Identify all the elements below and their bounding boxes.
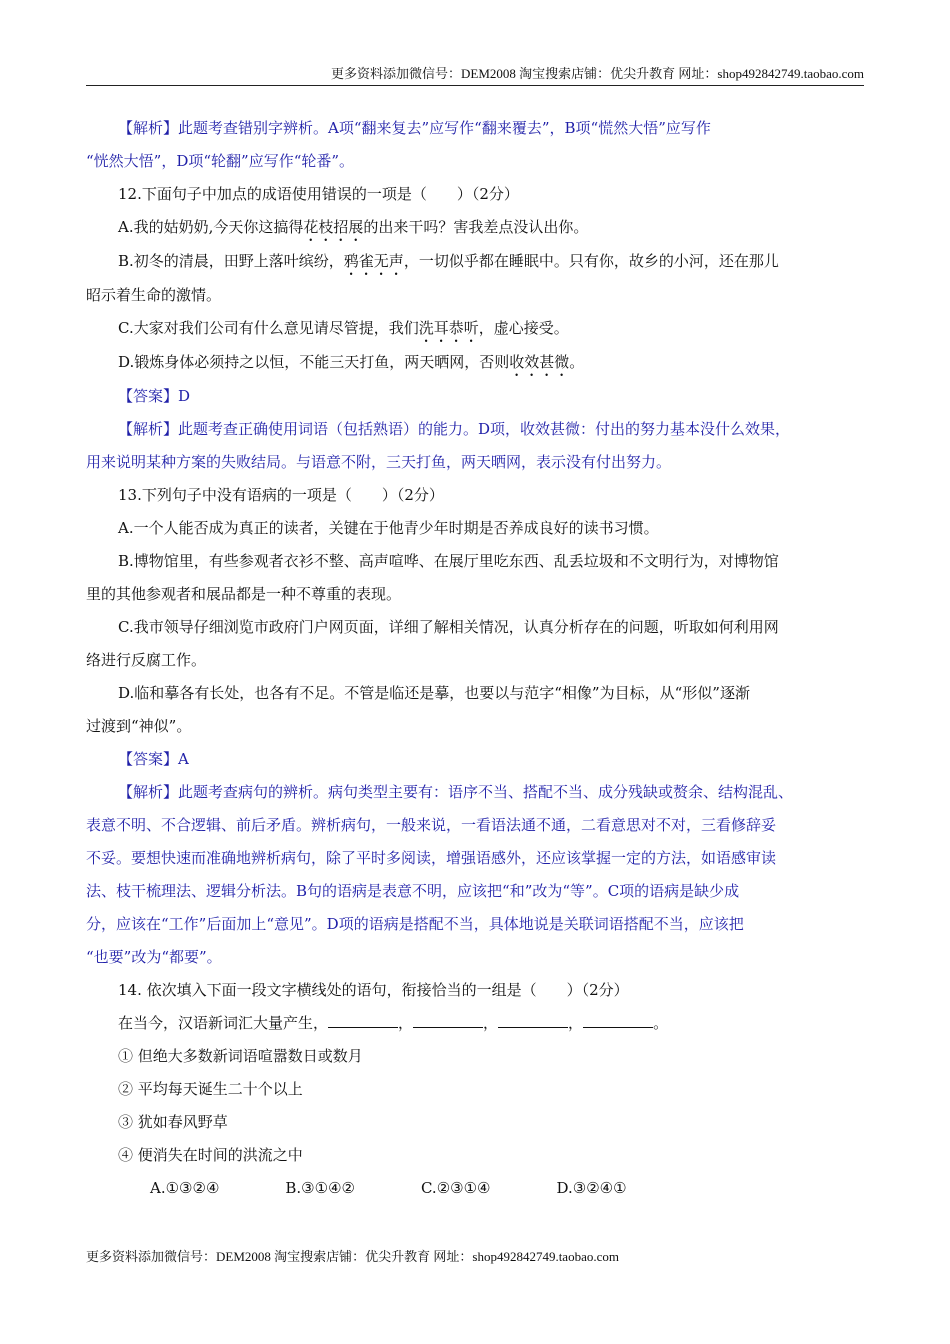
q13-analysis-line-1: 【解析】此题考查病句的辨析。病句类型主要有：语序不当、搭配不当、成分残缺或赘余、结构混乱、	[118, 783, 794, 801]
fill-blank-2	[413, 1013, 483, 1028]
fill-blank-1	[328, 1013, 398, 1028]
q11-analysis-line-1: 【解析】此题考查错别字辨析。A项“翻来复去”应写作“翻来覆去”，B项“慌然大悟”应写作	[118, 119, 711, 137]
q13-option-a: A.一个人能否成为真正的读者，关键在于他青少年时期是否养成良好的读书习惯。	[118, 519, 659, 537]
q12-analysis-line-2: 用来说明某种方案的失败结局。与语意不附，三天打鱼，两天晒网，表示没有付出努力。	[86, 453, 672, 471]
q13-option-c-cont: 络进行反腐工作。	[86, 651, 207, 669]
page-header: 更多资料添加微信号：DEM2008 淘宝搜索店铺：优尖升教育 网址：shop492842749.taobao.com	[331, 66, 864, 81]
q12-answer: 【答案】D	[118, 387, 191, 405]
dotted-idiom: 洗耳恭听	[418, 319, 479, 337]
q13-answer: 【答案】A	[118, 750, 189, 768]
fill-blank-4	[583, 1013, 653, 1028]
q13-analysis-line-6: “也要”改为“都要”。	[86, 948, 222, 966]
q12-analysis-line-1: 【解析】此题考查正确使用词语（包括熟语）的能力。D项，收效甚微：付出的努力基本没什么效果，	[118, 420, 791, 438]
q12-option-d: D.锻炼身体必须持之以恒，不能三天打鱼，两天晒网，否则收效甚微。	[118, 353, 585, 371]
page-footer: 更多资料添加微信号：DEM2008 淘宝搜索店铺：优尖升教育 网址：shop492842749.taobao.com	[86, 1249, 619, 1264]
q13-option-b: B.博物馆里，有些参观者衣衫不整、高声喧哗、在展厅里吃东西、乱丢垃圾和不文明行为，对博物馆	[118, 552, 779, 570]
q14-item-1: ① 但绝大多数新词语喧嚣数日或数月	[118, 1047, 363, 1065]
q12-option-c: C.大家对我们公司有什么意见请尽管提，我们洗耳恭听，虚心接受。	[118, 319, 569, 337]
q14-item-3: ③ 犹如春风野草	[118, 1113, 228, 1131]
q14-passage: 在当今，汉语新词汇大量产生， ， ， ， 。	[118, 1014, 669, 1032]
q13-option-d-cont: 过渡到“神似”。	[86, 717, 192, 735]
q13-analysis-line-5: 分，应该在“工作”后面加上“意见”。D项的语病是搭配不当，具体地说是关联词语搭配不当，应该把	[86, 915, 744, 933]
dotted-idiom: 花枝招展	[303, 218, 364, 236]
q13-analysis-line-2: 表意不明、不合逻辑、前后矛盾。辨析病句，一般来说，一看语法通不通，二看意思对不对，三看修辞妥	[86, 816, 777, 834]
q13-analysis-line-4: 法、枝干梳理法、逻辑分析法。B句的语病是表意不明，应该把“和”改为“等”。C项的语病是缺少成	[86, 882, 740, 900]
q12-option-b-cont: 昭示着生命的激情。	[86, 286, 222, 304]
q13-analysis-line-3: 不妥。要想快速而准确地辨析病句，除了平时多阅读，增强语感外，还应该掌握一定的方法，如语感审读	[86, 849, 777, 867]
q14-item-2: ② 平均每天诞生二十个以上	[118, 1080, 303, 1098]
dotted-idiom: 收效甚微	[509, 353, 570, 371]
q12-stem: 12.下面句子中加点的成语使用错误的一项是（ ）（2分）	[118, 185, 519, 203]
fill-blank-3	[498, 1013, 568, 1028]
q12-option-a: A.我的姑奶奶,今天你这搞得花枝招展的出来干吗？害我差点没认出你。	[118, 218, 589, 236]
q14-options	[86, 1172, 866, 1205]
q14-stem: 14. 依次填入下面一段文字横线处的语句，衔接恰当的一组是（ ）（2分）	[118, 981, 629, 999]
q14-item-4: ④ 便消失在时间的洪流之中	[118, 1146, 303, 1164]
q13-option-d: D.临和摹各有长处，也各有不足。不管是临还是摹，也要以与范字“相像”为目标，从“形似”逐渐	[118, 684, 750, 702]
q14-option-a: A.①③②④	[150, 1179, 220, 1197]
document-body	[86, 112, 866, 1205]
q14-option-d: D.③②④①	[556, 1179, 627, 1197]
q13-option-c: C.我市领导仔细浏览市政府门户网页面，详细了解相关情况，认真分析存在的问题，听取如何利用网	[118, 618, 779, 636]
header-divider	[86, 85, 864, 86]
q13-stem: 13.下列句子中没有语病的一项是（ ）（2分）	[118, 486, 444, 504]
q12-option-b: B.初冬的清晨，田野上落叶缤纷，鸦雀无声，一切似乎都在睡眠中。只有你，故乡的小河，还在那儿	[118, 252, 779, 270]
dotted-idiom: 鸦雀无声	[343, 252, 404, 270]
q13-option-b-cont: 里的其他参观者和展品都是一种不尊重的表现。	[86, 585, 402, 603]
q11-analysis-line-2: “恍然大悟”，D项“轮翻”应写作“轮番”。	[86, 152, 355, 170]
q14-option-b: B.③①④②	[285, 1179, 355, 1197]
q14-option-c: C.②③①④	[420, 1179, 491, 1197]
